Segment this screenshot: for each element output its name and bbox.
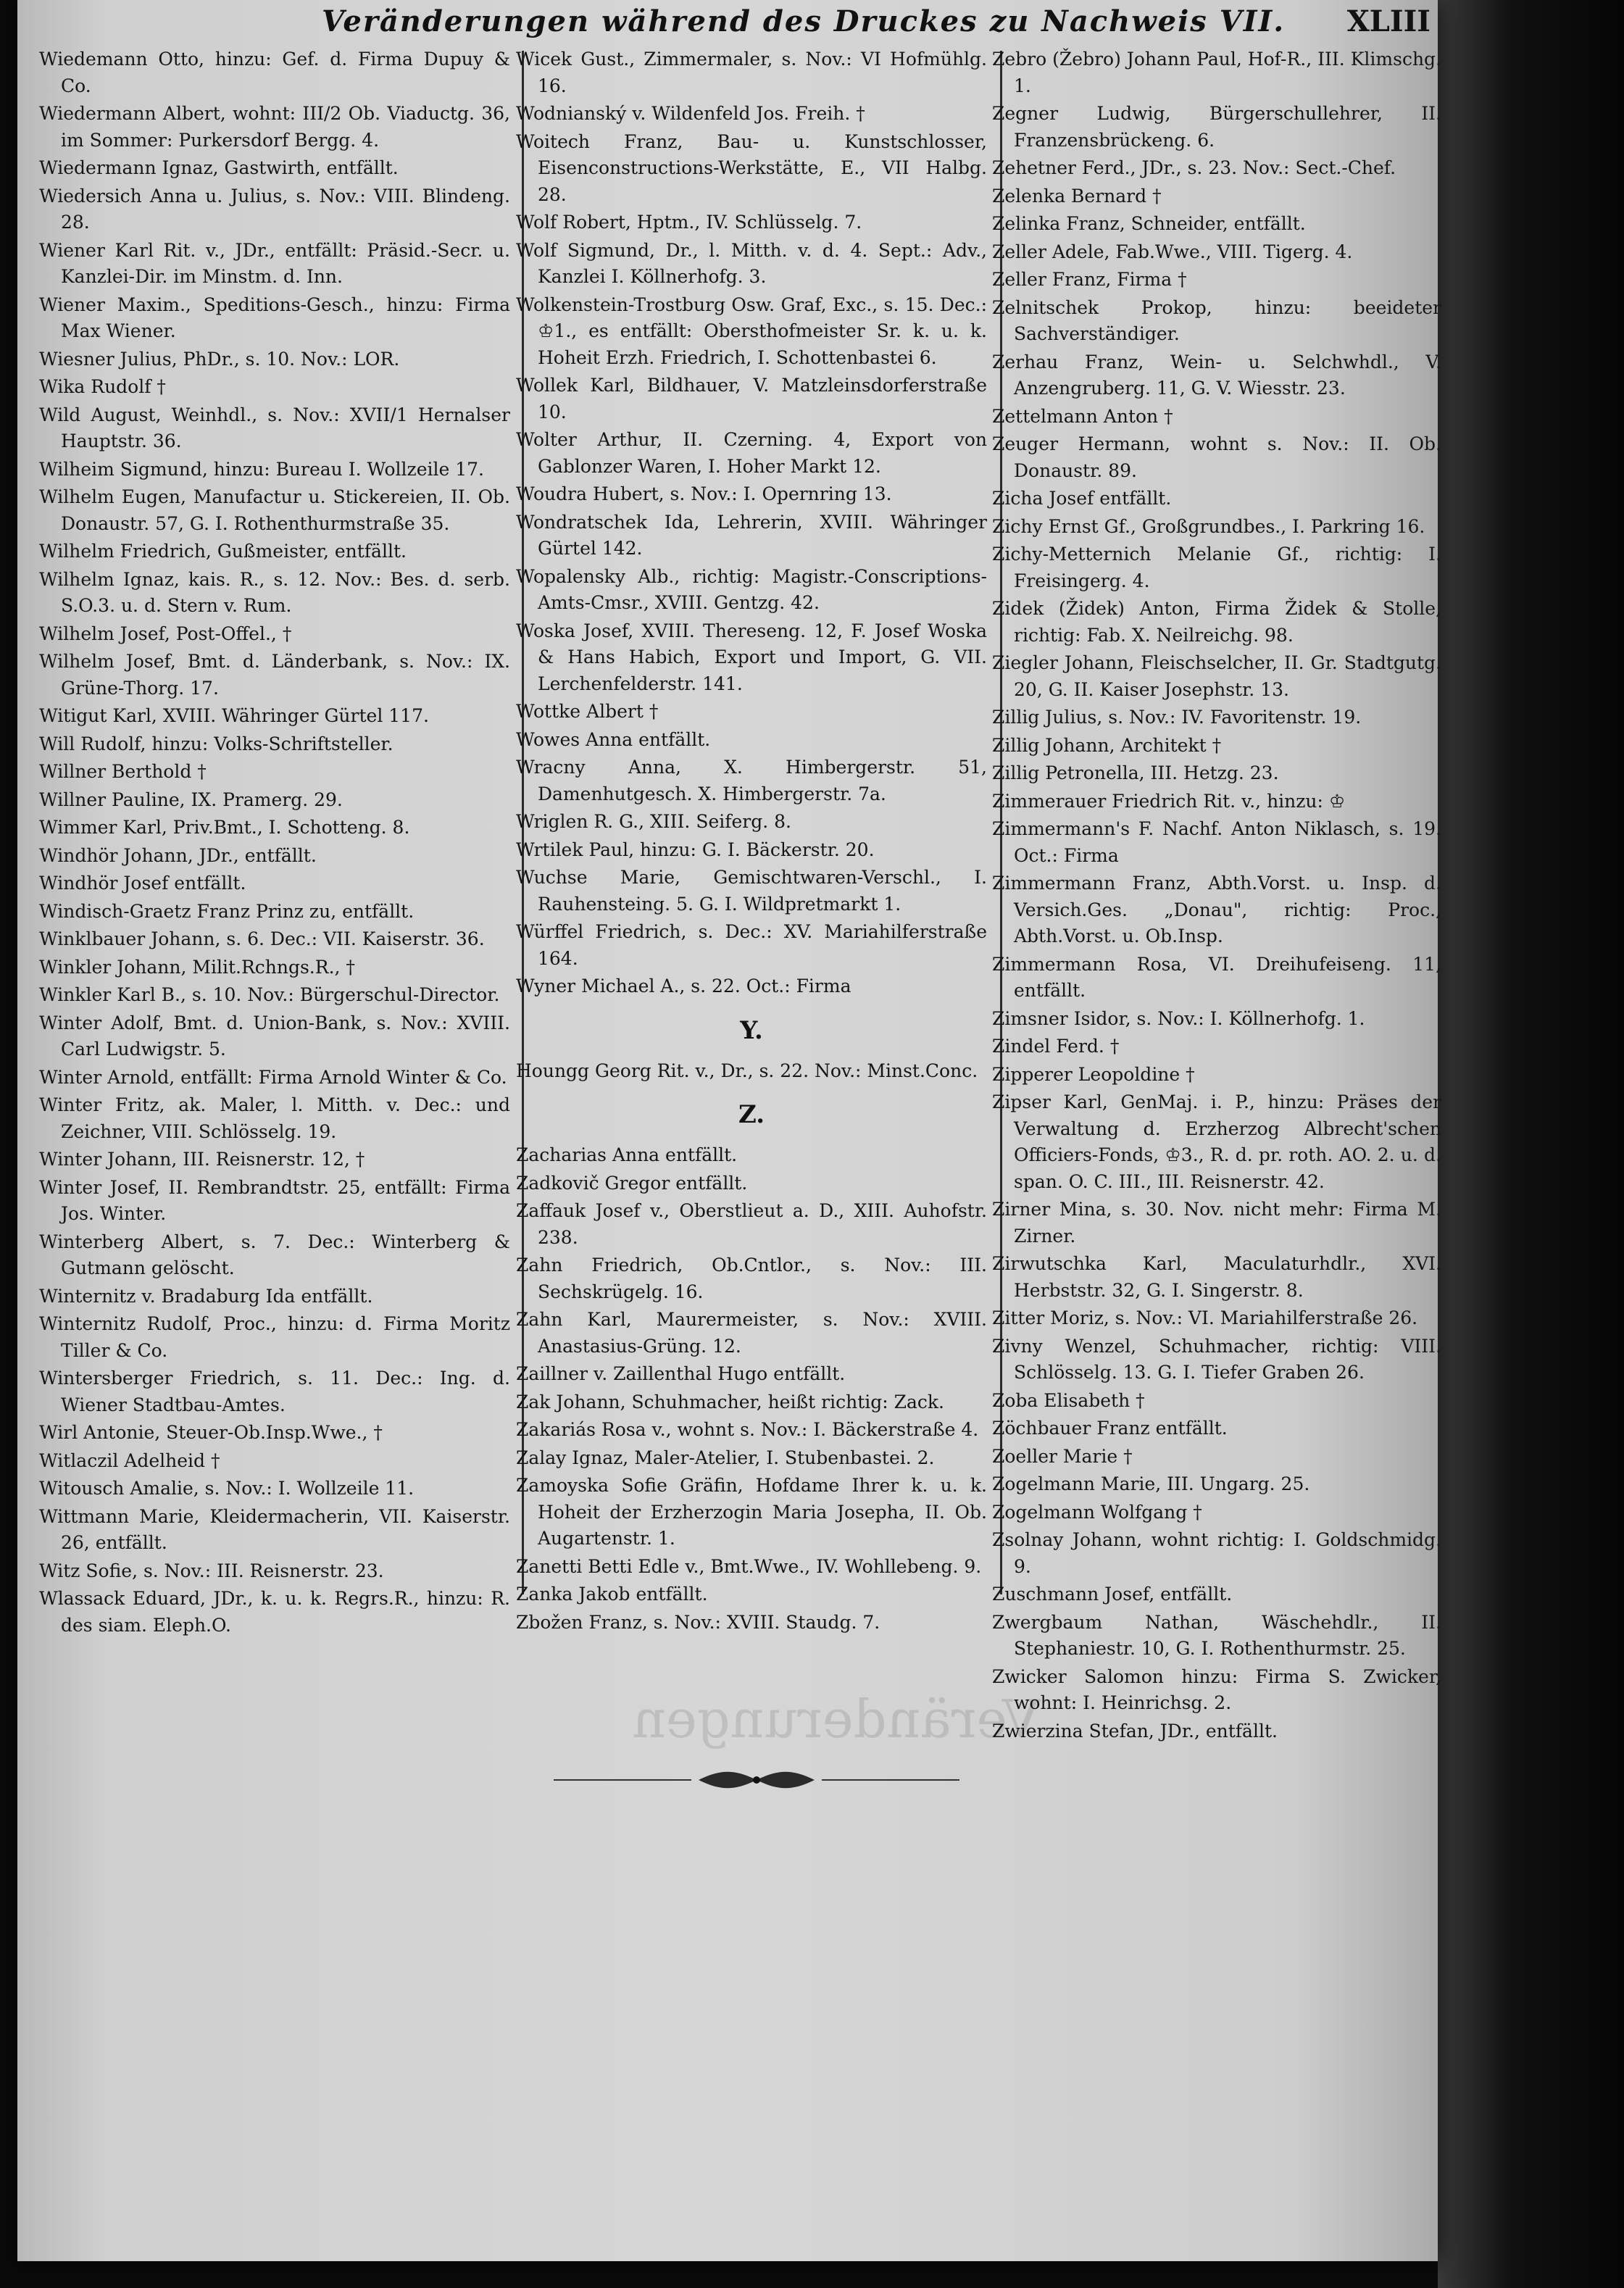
directory-entry: Zahn Friedrich, Ob.Cntlor., s. Nov.: III. Sechskrügelg. 16. (516, 1255, 987, 1302)
directory-entry: Winter Adolf, Bmt. d. Union-Bank, s. Nov.: XVIII. Carl Ludwigstr. 5. (39, 1012, 510, 1060)
column-middle (516, 46, 987, 1633)
directory-entry: Winklbauer Johann, s. 6. Dec.: VII. Kaiserstr. 36. (39, 928, 485, 949)
directory-entry: Winterberg Albert, s. 7. Dec.: Winterberg & Gutmann gelöscht. (39, 1231, 510, 1278)
directory-entry: Zwicker Salomon hinzu: Firma S. Zwicker, wohnt: I. Heinrichsg. 2. (992, 1665, 1441, 1713)
directory-entry: Houngg Georg Rit. v., Dr., s. 22. Nov.: Minst.Conc. (516, 1060, 978, 1081)
directory-entry: Wilhelm Josef, Bmt. d. Länderbank, s. Nov.: IX. Grüne-Thorg. 17. (39, 651, 510, 699)
directory-entry: Wrtilek Paul, hinzu: G. I. Bäckerstr. 20. (516, 839, 875, 860)
directory-entry: Wuchse Marie, Gemischtwaren-Verschl., I. Rauhensteing. 5. G. I. Wildpretmarkt 1. (516, 867, 987, 915)
directory-entry: Zimmermann Franz, Abth.Vorst. u. Insp. d. Versich.Ges. „Donau", richtig: Proc., Abth.Vorst. u. Ob.Insp. (992, 873, 1441, 947)
directory-entry: Wiedemann Otto, hinzu: Gef. d. Firma Dupuy & Co. (39, 49, 510, 96)
directory-entry: Winternitz v. Bradaburg Ida entfällt. (39, 1285, 373, 1307)
directory-entry: Zirwutschka Karl, Maculaturhdlr., XVI. Herbststr. 32, G. I. Singerstr. 8. (992, 1253, 1441, 1301)
column-left (39, 46, 510, 1636)
column-middle-entries-w (516, 46, 987, 1000)
directory-entry: Winter Johann, III. Reisnerstr. 12, † (39, 1149, 365, 1170)
directory-entry: Zwergbaum Nathan, Wäschehdlr., II. Stephaniestr. 10, G. I. Rothenthurmstr. 25. (992, 1611, 1441, 1659)
directory-entry: Wiener Maxim., Speditions-Gesch., hinzu: Firma Max Wiener. (39, 294, 510, 341)
directory-entry: Wopalensky Alb., richtig: Magistr.-Conscriptions-Amts-Cmsr., XVIII. Gentzg. 42. (516, 565, 987, 613)
directory-entry: Zivny Wenzel, Schuhmacher, richtig: VIII. Schlösselg. 13. G. I. Tiefer Graben 26. (992, 1335, 1441, 1383)
directory-entry: Zanetti Betti Edle v., Bmt.Wwe., IV. Wohllebeng. 9. (516, 1555, 982, 1577)
section-heading-z: Z. (738, 1100, 765, 1129)
directory-entry: Zipperer Leopoldine † (992, 1063, 1195, 1085)
page-title: Veränderungen während des Druckes zu Nachweis VII. (322, 4, 1286, 38)
directory-entry: Zsolnay Johann, wohnt richtig: I. Goldschmidg. 9. (992, 1529, 1441, 1577)
directory-entry: Zuschmann Josef, entfällt. (992, 1584, 1233, 1605)
directory-entry: Wilhelm Ignaz, kais. R., s. 12. Nov.: Bes. d. serb. S.O.3. u. d. Stern v. Rum. (39, 568, 510, 616)
directory-entry: Woitech Franz, Bau- u. Kunstschlosser, Eisenconstructions-Werkstätte, E., VII Halbg. 28. (516, 130, 987, 205)
directory-entry: Zelenka Bernard † (992, 185, 1162, 207)
directory-entry: Zillig Julius, s. Nov.: IV. Favoritenstr. 19. (992, 707, 1362, 728)
directory-entry: Zakariás Rosa v., wohnt s. Nov.: I. Bäckerstraße 4. (516, 1419, 979, 1440)
directory-entry: Winter Fritz, ak. Maler, l. Mitth. v. Dec.: und Zeichner, VIII. Schlösselg. 19. (39, 1094, 510, 1142)
directory-entry: Zoeller Marie † (992, 1445, 1133, 1467)
directory-entry: Witigut Karl, XVIII. Währinger Gürtel 117. (39, 705, 429, 726)
scan-dark-margin (1438, 0, 1624, 2288)
directory-entry: Wilhelm Friedrich, Gußmeister, entfällt. (39, 541, 407, 562)
directory-entry: Wlassack Eduard, JDr., k. u. k. Regrs.R., hinzu: R. des siam. Eleph.O. (39, 1588, 510, 1636)
directory-entry: Zalay Ignaz, Maler-Atelier, I. Stubenbastei. 2. (516, 1447, 935, 1468)
directory-entry: Zitter Moriz, s. Nov.: VI. Mariahilferstraße 26. (992, 1307, 1418, 1328)
directory-entry: Wondratschek Ida, Lehrerin, XVIII. Währinger Gürtel 142. (516, 511, 987, 559)
directory-entry: Zwierzina Stefan, JDr., entfällt. (992, 1720, 1278, 1742)
directory-entry: Windhör Johann, JDr., entfällt. (39, 844, 317, 866)
directory-entry: Wolf Sigmund, Dr., l. Mitth. v. d. 4. Sept.: Adv., Kanzlei I. Köllnerhofg. 3. (516, 239, 987, 287)
directory-entry: Wriglen R. G., XIII. Seiferg. 8. (516, 811, 791, 832)
directory-entry: Witz Sofie, s. Nov.: III. Reisnerstr. 23. (39, 1560, 384, 1581)
directory-entry: Wiener Karl Rit. v., JDr., entfällt: Präsid.-Secr. u. Kanzlei-Dir. im Minstm. d. Inn. (39, 239, 510, 287)
directory-entry: Wolter Arthur, II. Czerning. 4, Export von Gablonzer Waren, I. Hoher Markt 12. (516, 429, 987, 477)
directory-entry: Zindel Ferd. † (992, 1036, 1120, 1057)
page-header (32, 4, 1431, 39)
directory-entry: Zelnitschek Prokop, hinzu: beeideter Sachverständiger. (992, 296, 1441, 344)
section-heading-y: Y. (740, 1015, 763, 1045)
directory-entry: Windhör Josef entfällt. (39, 873, 246, 894)
column-middle-entries-y (516, 1058, 987, 1085)
directory-entry: Zanka Jakob entfällt. (516, 1584, 708, 1605)
directory-entry: Zettelmann Anton † (992, 405, 1173, 427)
directory-entry: Zimsner Isidor, s. Nov.: I. Köllnerhofg. 1. (992, 1007, 1365, 1029)
directory-entry: Zacharias Anna entfällt. (516, 1144, 738, 1165)
directory-entry: Zirner Mina, s. 30. Nov. nicht mehr: Firma M. Zirner. (992, 1199, 1441, 1247)
directory-entry: Willner Pauline, IX. Pramerg. 29. (39, 789, 343, 810)
directory-entry: Winternitz Rudolf, Proc., hinzu: d. Firma Moritz Tiller & Co. (39, 1313, 510, 1361)
directory-entry: Zbožen Franz, s. Nov.: XVIII. Staudg. 7. (516, 1611, 880, 1633)
directory-entry: Winter Josef, II. Rembrandtstr. 25, entfällt: Firma Jos. Winter. (39, 1176, 510, 1224)
directory-entry: Wimmer Karl, Priv.Bmt., I. Schotteng. 8. (39, 817, 410, 838)
directory-entry: Wollek Karl, Bildhauer, V. Matzleinsdorferstraße 10. (516, 375, 987, 423)
directory-entry: Wilheim Sigmund, hinzu: Bureau I. Wollzeile 17. (39, 458, 485, 480)
directory-entry: Witousch Amalie, s. Nov.: I. Wollzeile 11. (39, 1478, 415, 1499)
document-page (17, 0, 1441, 2261)
directory-entry: Zeller Adele, Fab.Wwe., VIII. Tigerg. 4. (992, 241, 1353, 262)
directory-entry: Zerhau Franz, Wein- u. Selchwhdl., V. Anzengruberg. 11, G. V. Wiesstr. 23. (992, 351, 1441, 399)
directory-entry: Winkler Karl B., s. 10. Nov.: Bürgerschul-Director. (39, 984, 500, 1005)
directory-entry: Zicha Josef entfällt. (992, 488, 1172, 509)
directory-entry: Zaffauk Josef v., Oberstlieut a. D., XIII. Auhofstr. 238. (516, 1200, 987, 1248)
directory-entry: Wittmann Marie, Kleidermacherin, VII. Kaiserstr. 26, entfällt. (39, 1505, 510, 1553)
directory-entry: Zogelmann Wolfgang † (992, 1501, 1202, 1523)
directory-entry: Wodnianský v. Wildenfeld Jos. Freih. † (516, 103, 865, 124)
directory-entry: Zak Johann, Schuhmacher, heißt richtig: Zack. (516, 1391, 945, 1413)
directory-entry: Zichy Ernst Gf., Großgrundbes., I. Parkring 16. (992, 515, 1425, 537)
ornament-divider-icon (554, 1765, 959, 1794)
directory-entry: Wottke Albert † (516, 701, 659, 722)
directory-entry: Wintersberger Friedrich, s. 11. Dec.: Ing. d. Wiener Stadtbau-Amtes. (39, 1368, 510, 1415)
directory-entry: Wracny Anna, X. Himbergerstr. 51, Damenhutgesch. X. Himbergerstr. 7a. (516, 757, 987, 804)
column-right (992, 46, 1441, 1742)
directory-entry: Würffel Friedrich, s. Dec.: XV. Mariahilferstraße 164. (516, 921, 987, 969)
directory-entry: Zadkovič Gregor entfällt. (516, 1172, 748, 1194)
directory-entry: Zipser Karl, GenMaj. i. P., hinzu: Präses der Verwaltung d. Erzherzog Albrecht'schen Officiers-Fonds, ♔3., R. d. pr. roth. AO. 2. u. d. span. O. C. III., III. Reisnerstr. 42. (992, 1091, 1441, 1192)
bleed-through-text: Veränderungen (632, 1689, 1041, 1750)
directory-entry: Winter Arnold, entfällt: Firma Arnold Winter & Co. (39, 1066, 507, 1088)
directory-entry: Zeller Franz, Firma † (992, 269, 1187, 290)
directory-entry: Zidek (Židek) Anton, Firma Židek & Stolle, richtig: Fab. X. Neilreichg. 98. (992, 598, 1441, 646)
directory-entry: Witlaczil Adelheid † (39, 1449, 220, 1471)
directory-entry: Zahn Karl, Maurermeister, s. Nov.: XVIII. Anastasius-Grüng. 12. (516, 1309, 987, 1357)
directory-entry: Zogelmann Marie, III. Ungarg. 25. (992, 1473, 1310, 1494)
directory-entry: Winkler Johann, Milit.Rchngs.R., † (39, 956, 355, 978)
directory-entry: Zimmermann Rosa, VI. Dreihufeiseng. 11, entfällt. (992, 953, 1441, 1001)
directory-entry: Zillig Johann, Architekt † (992, 734, 1222, 756)
directory-entry: Zegner Ludwig, Bürgerschullehrer, II. Franzensbrückeng. 6. (992, 103, 1441, 151)
directory-entry: Zimmermann's F. Nachf. Anton Niklasch, s. 19. Oct.: Firma (992, 818, 1441, 866)
directory-entry: Wolf Robert, Hptm., IV. Schlüsselg. 7. (516, 212, 862, 233)
directory-entry: Wicek Gust., Zimmermaler, s. Nov.: VI Hofmühlg. 16. (516, 49, 987, 96)
directory-entry: Zoba Elisabeth † (992, 1389, 1145, 1411)
page-number: XLIII (1346, 4, 1431, 38)
directory-entry: Wilhelm Josef, Post-Offel., † (39, 623, 292, 644)
directory-entry: Wiedersich Anna u. Julius, s. Nov.: VIII. Blindeng. 28. (39, 185, 510, 233)
directory-entry: Wiedermann Ignaz, Gastwirth, entfällt. (39, 157, 399, 178)
directory-entry: Ziegler Johann, Fleischselcher, II. Gr. Stadtgutg. 20, G. II. Kaiser Josephstr. 13. (992, 652, 1441, 700)
directory-entry: Wilhelm Eugen, Manufactur u. Stickereien, II. Ob. Donaustr. 57, G. I. Rothenthurmstraße 35. (39, 486, 510, 534)
directory-entry: Windisch-Graetz Franz Prinz zu, entfällt. (39, 900, 415, 922)
directory-entry: Wowes Anna entfällt. (516, 728, 711, 750)
directory-entry: Zichy-Metternich Melanie Gf., richtig: I. Freisingerg. 4. (992, 544, 1441, 591)
directory-entry: Zebro (Žebro) Johann Paul, Hof-R., III. Klimschg. 1. (992, 49, 1441, 96)
directory-entry: Wolkenstein-Trostburg Osw. Graf, Exc., s. 15. Dec.: ♔1., es entfällt: Obersthofmeister Sr. k. u. k. Hoheit Erzh. Friedrich, I. Schottenbastei 6. (516, 294, 987, 368)
directory-entry: Zaillner v. Zaillenthal Hugo entfällt. (516, 1363, 846, 1384)
directory-entry: Woska Josef, XVIII. Thereseng. 12, F. Josef Woska & Hans Habich, Export und Import, G. VII. Lerchenfelderstr. 141. (516, 620, 987, 694)
directory-entry: Zamoyska Sofie Gräfin, Hofdame Ihrer k. u. k. Hoheit der Erzherzogin Maria Josepha, II. Ob. Augartenstr. 1. (516, 1475, 987, 1549)
directory-entry: Willner Berthold † (39, 761, 207, 782)
directory-entry: Zillig Petronella, III. Hetzg. 23. (992, 762, 1279, 783)
directory-entry: Wirl Antonie, Steuer-Ob.Insp.Wwe., † (39, 1422, 383, 1443)
column-middle-entries-z (516, 1142, 987, 1636)
directory-entry: Zelinka Franz, Schneider, entfällt. (992, 213, 1306, 234)
directory-entry: Zeuger Hermann, wohnt s. Nov.: II. Ob. Donaustr. 89. (992, 433, 1441, 481)
directory-entry: Zehetner Ferd., JDr., s. 23. Nov.: Sect.-Chef. (992, 157, 1396, 178)
directory-entry: Woudra Hubert, s. Nov.: I. Opernring 13. (516, 483, 892, 504)
directory-entry: Zimmerauer Friedrich Rit. v., hinzu: ♔ (992, 790, 1346, 812)
directory-entry: Zöchbauer Franz entfällt. (992, 1418, 1228, 1439)
directory-entry: Wiedermann Albert, wohnt: III/2 Ob. Viaductg. 36, im Sommer: Purkersdorf Bergg. 4. (39, 103, 510, 151)
directory-entry: Wild August, Weinhdl., s. Nov.: XVII/1 Hernalser Hauptstr. 36. (39, 404, 510, 452)
directory-entry: Will Rudolf, hinzu: Volks-Schriftsteller. (39, 733, 393, 754)
directory-entry: Wiesner Julius, PhDr., s. 10. Nov.: LOR. (39, 348, 400, 370)
directory-entry: Wyner Michael A., s. 22. Oct.: Firma (516, 975, 851, 997)
directory-entry: Wika Rudolf † (39, 376, 166, 397)
